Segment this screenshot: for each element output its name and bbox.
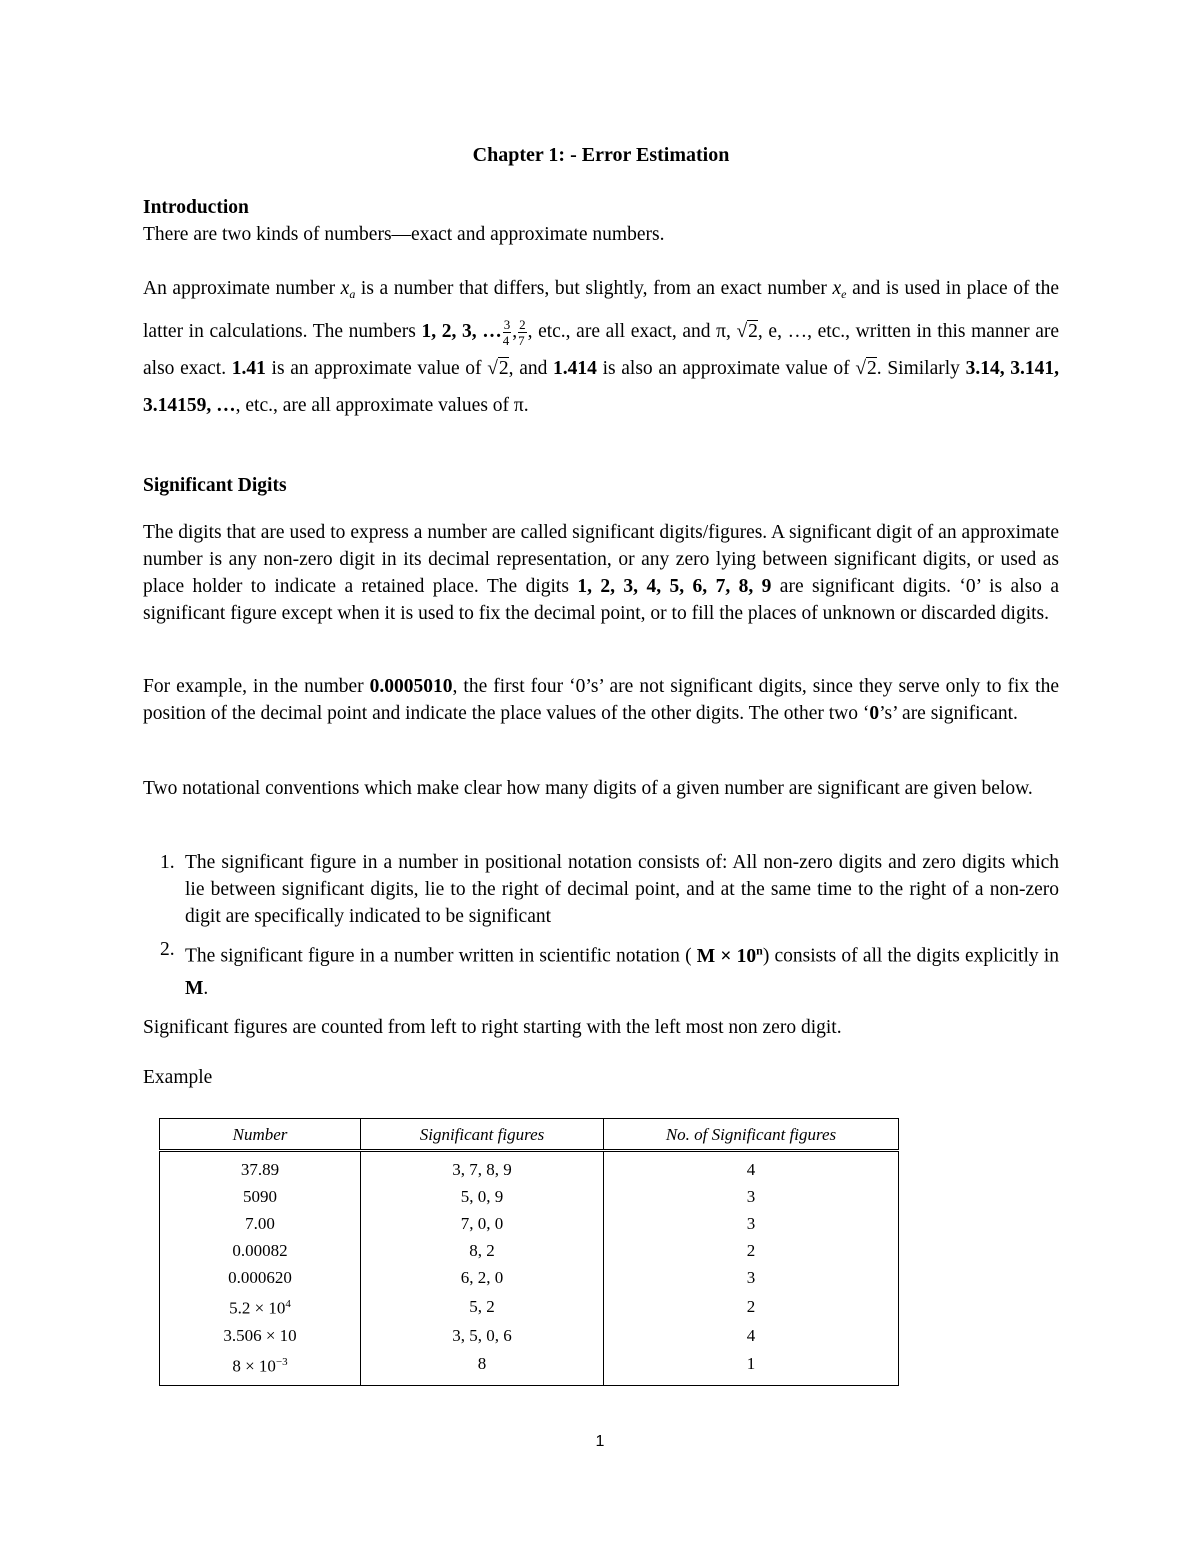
scientific-notation: $M \times 10^n$: [696, 943, 763, 967]
intro-line: There are two kinds of numbers—exact and approximate numbers.: [143, 224, 665, 245]
column-header: No. of Significant figures: [604, 1119, 899, 1151]
sqrt-two: √2: [736, 321, 758, 342]
sqrt-two: √2: [487, 358, 509, 379]
significant-figures-table: [159, 1118, 899, 1386]
introduction-heading: Introduction: [143, 197, 249, 218]
table-header-row: [160, 1119, 899, 1151]
approximate-number-paragraph: An approximate number $x_a$ is a number that differs, but slightly, from an exact number $x_e$ and is used in place of the latter in calculations. The numbers 1, 2, 3, … $\frac{3}{4}$ , $\frac{2}{7}$ , etc., are all exact, and π, √2, e, …, etc., written in this manner are also exact. 1.41 is an approximate value of √2, and 1.414 is also an approximate value of √2. Similarly 3.14, 3.141, 3.14159, …, etc., are all approximate values of π.: [143, 278, 1060, 416]
list-item: 1. The significant figure in a number in positional notation consists of: All non-zero digits and zero digits which lie between significant digits, lie to the right of decimal point, and at the same time to the right of a non-zero digit are specifically indicated to be significant: [160, 852, 1059, 927]
table-row: 7.00 7, 0, 0 3: [160, 1210, 899, 1237]
table-row: $8 \times 10^{-3}$ 8 1: [160, 1349, 899, 1386]
page-number: 1: [595, 1433, 605, 1450]
example-paragraph: For example, in the number 0.0005010, the first four ‘0’s’ are not significant digits, since they serve only to fix the position of the decimal point and indicate the place values of the other digits. The other two ‘0’s’ are significant.: [143, 676, 1059, 724]
column-header: Number: [160, 1119, 361, 1151]
example-label: Example: [143, 1067, 213, 1088]
table-row: 0.000620 6, 2, 0 3: [160, 1264, 899, 1291]
conventions-list: [143, 849, 1059, 1005]
chapter-title: Chapter 1: - Error Estimation: [472, 144, 730, 166]
list-item: 2. The significant figure in a number written in scientific notation ( $M \times 10^n$) consists of all the digits explicitly in M.: [160, 939, 1059, 999]
table-row: 37.89 3, 7, 8, 9 4: [160, 1151, 899, 1184]
xe-symbol: $x_e$: [832, 278, 847, 301]
table-row: 3.506 × 10 3, 5, 0, 6 4: [160, 1322, 899, 1349]
significant-digits-paragraph: The digits that are used to express a number are called significant digits/figures. A significant digit of an approximate number is any non-zero digit in its decimal representation, or any zero lying between significant digits, or used as place holder to indicate a retained place. The digits 1, 2, 3, 4, 5, 6, 7, 8, 9 are significant digits. ‘0’ is also a significant figure except when it is used to fix the decimal point, or to fill the places of unknown or discarded digits.: [143, 522, 1059, 624]
table-row: $5.2 \times 10^4$ 5, 2 2: [160, 1291, 899, 1322]
sqrt-two: √2: [855, 358, 877, 379]
fraction-three-quarters: $\frac{3}{4}$: [502, 317, 511, 349]
fraction-two-sevenths: $\frac{2}{7}$: [518, 317, 526, 349]
conventions-paragraph: Two notational conventions which make clear how many digits of a given number are significant are given below.: [143, 778, 1033, 799]
table-row: 0.00082 8, 2 2: [160, 1237, 899, 1264]
counting-rule: Significant figures are counted from left to right starting with the left most non zero digit.: [143, 1017, 842, 1038]
column-header: Significant figures: [361, 1119, 604, 1151]
table-row: 5090 5, 0, 9 3: [160, 1183, 899, 1210]
significant-digits-heading: Significant Digits: [143, 475, 287, 496]
xa-symbol: $x_a$: [340, 278, 356, 301]
